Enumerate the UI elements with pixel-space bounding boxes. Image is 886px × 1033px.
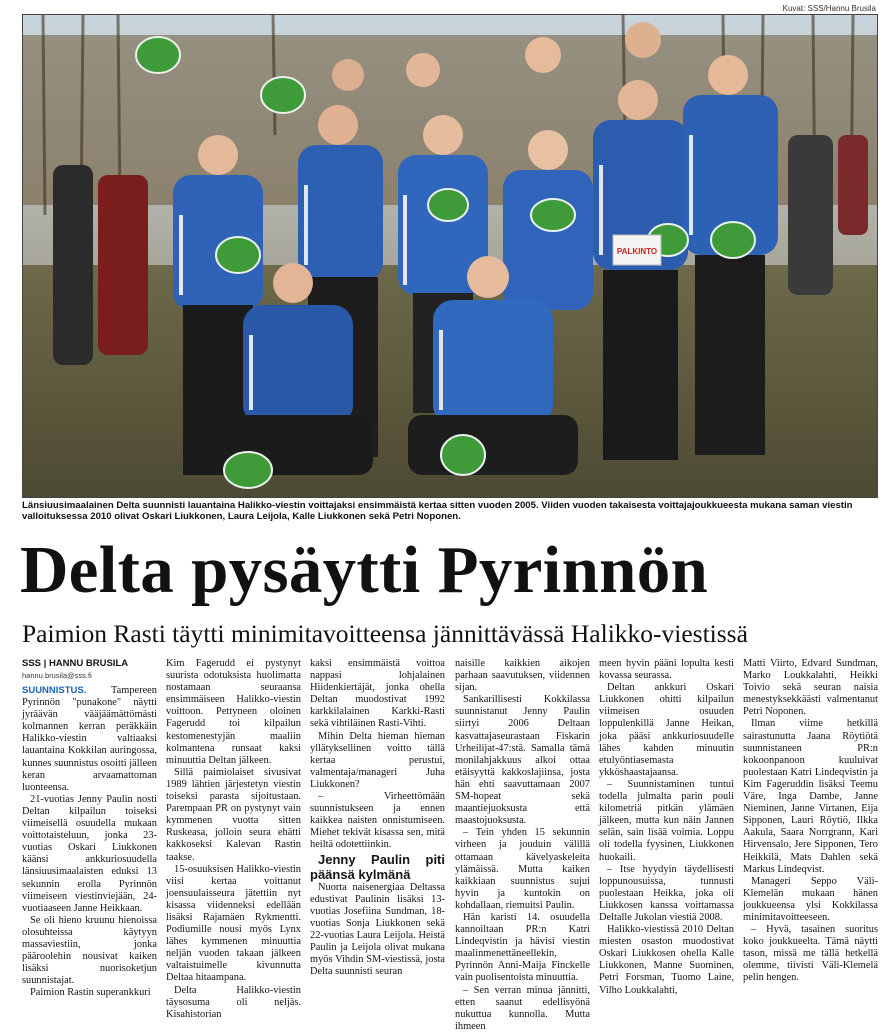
paragraph: Delta Halikko-viestin täysosuma oli neljäs. Kisahistorian <box>166 984 301 1020</box>
article-column-4 <box>455 658 590 1032</box>
paragraph: Halikko-viestissä 2010 Deltan miesten osaston muodostivat Oskari Liukkosen ohella Kalle Liukkonen, Manne Suominen, Petri Forsman, Tuomo Laine, Vilho Loukkalahti, <box>599 924 734 996</box>
paragraph: Paimion Rastin superankkuri <box>30 987 151 999</box>
article-column-3 <box>310 658 445 978</box>
lead-paragraph: SUUNNISTUS. Tampereen Pyrinnön "punakone" näytti jyräävän vääjäämättömästi kolmannen kerran peräkkäin Halikko-viestin valtiaaksi lauantaina Kokkilan auringossa, kunnes suunnistus osoitti jälleen keran arvaamattoman luonteensa. <box>22 685 157 793</box>
paragraph: 21-vuotias Jenny Paulin nosti Deltan kilpailun toiseksi viimeisellä osuudella mukaan voittotaisteluun, jonka 23-vuotias Oskari Liukkonen käänsi ankkuriosuudella länsiuusimaalaisten eduksi 13 sekunnin erolla Pyrinnön viimeiseen viestinviejään, 24-vuotiaaseen Janne Heikkaan. <box>22 793 157 914</box>
paragraph: 15-osuuksisen Halikko-viestin viisi kertaa voittanut joensuulaisseura jätettiin nyt kisassa viidenneksi edellään lisäksi Rajamäen Rykmentti. Podiumille nousi myös Lynx lähes kymmenen minuuttia neljän vuoden takaan jälkeen valtaistuimelle kivunnutta Deltaa hitaampana. <box>166 863 301 984</box>
photo-caption: Länsiuusimaalainen Delta suunnisti lauantaina Halikko-viestin voittajaksi ensimmäistä kertaa sitten vuoden 2005. Viiden vuoden takaisesta voittajajoukkueesta mukana saman viestin valloituksessa 2010 olivat Oskari Liukkonen, Laura Leijola, Kalle Liukkonen sekä Petri Noponen. <box>22 500 853 523</box>
paragraph: Ilman viime hetkillä sairastunutta Jaana Röytiötä suunnistaneen PR:n kokoonpanoon kuuluivat puolestaan Katri Lindeqvistin ja Kim Fageruddin lisäksi Teemu Väre, Inga Dambe, Janne Nieminen, Janne Virtanen, Eija Sipponen, Lauri Röytiö, Ilkka Aakula, Saara Norrgrann, Kari Hirvensalo, Jere Sipponen, Tero Heikkilä, Mats Dahlen sekä Markus Lindeqvist. <box>743 718 878 875</box>
paragraph: – Itse hyydyin täydellisesti loppunousuissa, tunnusti puolestaan Heikka, joka oli Liukkosen kanssa voittamassa Deltalle Jukolan viestiä 2008. <box>599 863 734 923</box>
paragraph: – Tein yhden 15 sekunnin virheen ja jouduin välillä ottamaan kävelyaskeleita ylämäissä. Mutta kaiken kaikkiaan suunnistus sujui hyvin ja kuntokin on kohdallaan, riemuitsi Paulin. <box>455 827 590 911</box>
paragraph: Deltan ankkuri Oskari Liukkonen ohitti kilpailun viimeisen osuuden loppulenkillä Janne Heikan, joka pääsi ankkuriosuudelle lähes kahden minuutin etulyöntiasemasta ykköshaastajaansa. <box>599 682 734 778</box>
paragraph: – Suunnistaminen tuntui todella julmalta parin pouli kilometriä pitkän ylämäen jälkeen, mutta kun näin Jannen selän, sain lisää voimia. Loppu oli todella fyysinen, Liukkonen huokaili. <box>599 778 734 863</box>
paragraph: Kim Fagerudd ei pystynyt suurista odotuksista huolimatta nostamaan seuraansa ensimmäiseen Halikko-viestin voittoon. Pettyneen oloinen Fagerudd toi kilpailun kestomenestyjän maaliin kolmantena runsaat kaksi minuuttia Deltan jälkeen. <box>166 658 301 766</box>
article-column-5 <box>599 658 734 996</box>
paragraph: Se oli hieno kruunu hienoissa olosuhteissa käytyyn massaviestiin, jonka pääroolehin nousivat kaiken lisäksi nuorisoketjun suunnistajat. <box>22 914 157 987</box>
paragraph: Hän karisti 14. osuudella kannoiltaan PR:n Katri Lindeqvistin ja hävisi viestin maalinmenettäneellekin, Pyrinnön Anni-Maija Finckelle vain puolisentoista minuuttia. <box>455 911 590 984</box>
paragraph: Manageri Seppo Väli-Klemelän mukaan hänen joukkueensa ylsi Kokkilassa minimitavoitteeseen. <box>743 875 878 923</box>
prize-sign: PALKINTO <box>616 247 658 256</box>
article-column-2 <box>166 658 301 1020</box>
subheadline: Paimion Rasti täytti minimitavoitteensa jännittävässä Halikko-viestissä <box>22 619 748 648</box>
byline: SSS | HANNU BRUSILA <box>22 658 129 669</box>
paragraph: – Hyvä, tasainen suoritus koko joukkueelta. Tämä näytti tason, missä me tällä hetkellä olemme, tiivisti Väli-Klemelä pelin hengen. <box>743 924 878 984</box>
article-column-6 <box>743 658 878 984</box>
headline: Delta pysäytti Pyrinnön <box>20 533 709 607</box>
author-email: hannu.brusila@sss.fi <box>22 671 92 680</box>
crosshead: Jenny Paulin piti päänsä kylmänä <box>310 851 445 882</box>
paragraph: meen hyvin pääni lopulta kesti kovassa seurassa. <box>599 658 734 682</box>
photo-credit: Kuvat: SSS/Hannu Brusila <box>782 4 876 13</box>
paragraph: Matti Viirto, Edvard Sundman, Marko Loukkalahti, Heikki Toivio sekä seuran naisia menestyksekkäästi valmentanut Petri Noponen. <box>743 658 878 718</box>
paragraph: – Sen verran minua jännitti, etten saanut edellisyönä nukuttua kunnolla. Mutta ihmeen <box>455 984 590 1032</box>
paragraph: – Virheettömään suunnistukseen ja ennen kaikkea naisten onnistumiseen. Miehet tekivät kisassa sen, mitä heiltä odotettiinkin. <box>310 791 445 851</box>
paragraph: Mihin Delta hieman hieman yllätyksellinen voitto tällä kertaa perustui, valmentaja/manageri Juha Liukkonen? <box>310 730 445 790</box>
section-label: SUUNNISTUS. <box>22 685 87 696</box>
paragraph: Sankarillisesti Kokkilassa suunnistanut Jenny Paulin siirtyi 2006 Deltaan kasvattajaseurastaan Fiskarin Urheilijat-47:stä. Samalla tämä monilahjakkuus alkoi ottaa etäisyyttä kakkoslajiinsa, josta hän ehti saavuttamaan 2007 SM-hopeat sekä maantiejuoksusta että maastojuoksusta. <box>455 694 590 827</box>
paragraph: kaksi ensimmäistä voittoa nappasi lohjalainen Hiidenkiertäjät, jonka ohella Deltan muodostivat 1992 karkkilalainen Karkki-Rasti sekä vihtiläinen Rasti-Vihti. <box>310 658 445 730</box>
team-photo <box>22 14 878 498</box>
paragraph: Nuorta naisenergiaa Deltassa edustivat Paulinin lisäksi 13-vuotias Josefiina Sundman, 18-vuotias Sonja Liukkonen sekä 22-vuotias Laura Leijola. Heistä Paulin ja Leijola olivat mukana myös Vihdin SM-viestissä, josta Delta suunnisti seuran <box>310 881 445 978</box>
paragraph: Sillä paimiolaiset sivusivat 1989 lähtien järjestetyn viestin toiseksi parasta sijoitustaan. Parempaan PR on pystynyt vain kymmenen vuotta sitten Ruskeasa, jolloin seura ehätti kakkoseksi Kalevan Rastin taakse. <box>166 766 301 863</box>
article-column-1 <box>22 658 157 999</box>
paragraph: naisille kaikkien aikojen parhaan saavutuksen, viidennen sijan. <box>455 658 590 694</box>
